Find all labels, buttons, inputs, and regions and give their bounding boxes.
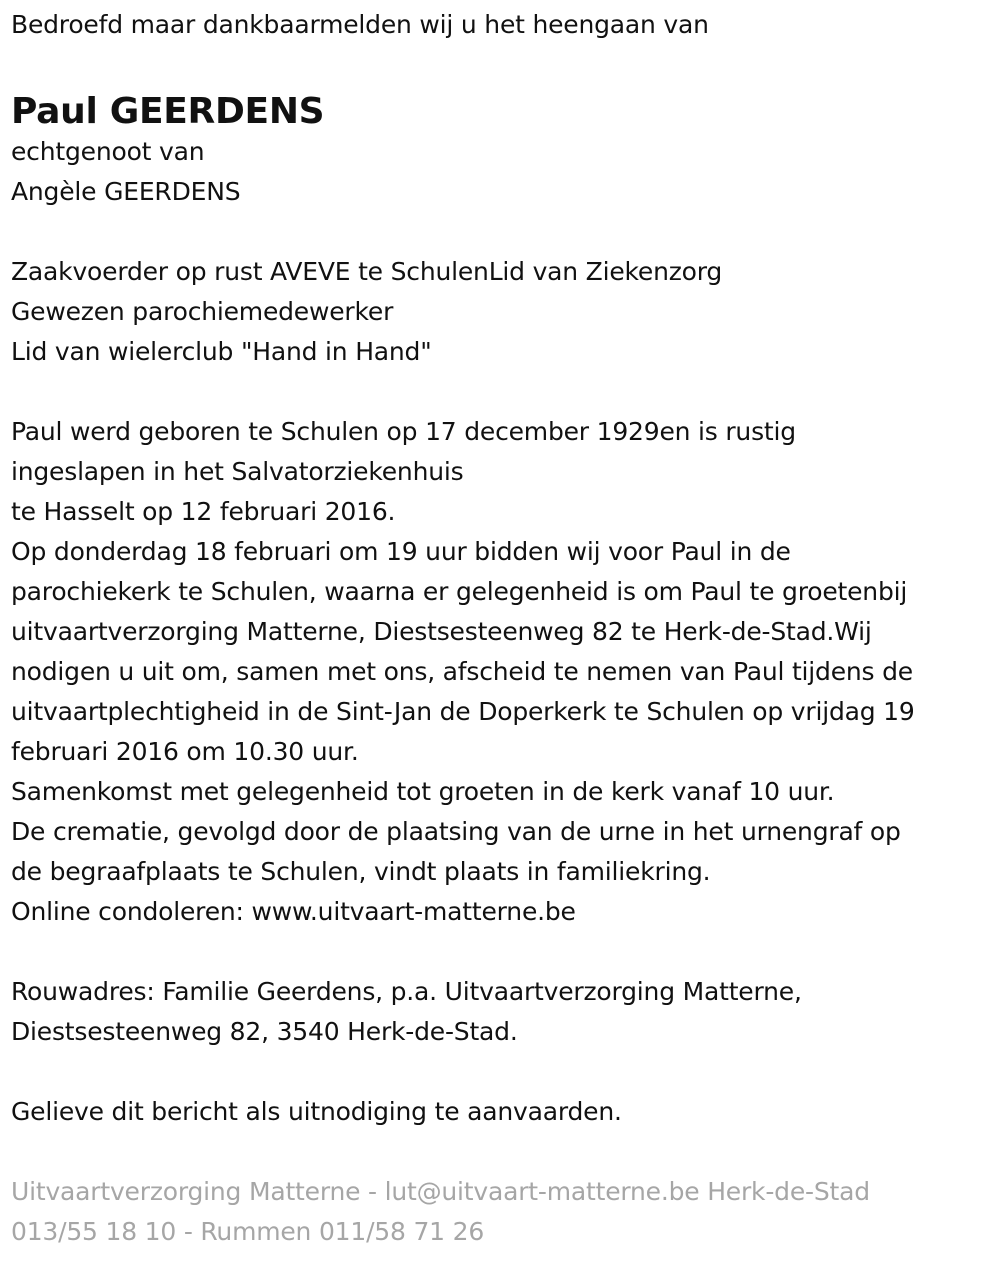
body-line: Paul werd geboren te Schulen op 17 december 1929en is rustig — [11, 417, 796, 446]
spouse-block — [11, 132, 991, 212]
body-line: de begraafplaats te Schulen, vindt plaats in familiekring. — [11, 857, 711, 886]
spacer — [11, 1132, 991, 1172]
closing-text: Gelieve dit bericht als uitnodiging te aanvaarden. — [11, 1097, 622, 1126]
intro-text: Bedroefd maar dankbaarmelden wij u het heengaan van — [11, 10, 709, 39]
online-condolence-line: Online condoleren: www.uitvaart-matterne.be — [11, 897, 576, 926]
death-notice — [11, 0, 991, 1252]
body-line: Samenkomst met gelegenheid tot groeten in de kerk vanaf 10 uur. — [11, 777, 835, 806]
spouse-line: echtgenoot van — [11, 137, 205, 166]
address-block — [11, 972, 991, 1052]
body-line: parochiekerk te Schulen, waarna er gelegenheid is om Paul te groetenbij — [11, 577, 908, 606]
spacer — [11, 1052, 991, 1092]
footer-line: Uitvaartverzorging Matterne - lut@uitvaart-matterne.be Herk-de-Stad — [11, 1177, 870, 1206]
spouse-name: Angèle GEERDENS — [11, 177, 241, 206]
roles-block — [11, 252, 991, 372]
body-line: te Hasselt op 12 februari 2016. — [11, 497, 396, 526]
address-line: Diestsesteenweg 82, 3540 Herk-de-Stad. — [11, 1017, 518, 1046]
funeral-home-footer — [11, 1172, 991, 1252]
footer-line: 013/55 18 10 - Rummen 011/58 71 26 — [11, 1217, 485, 1246]
body-line: uitvaartverzorging Matterne, Diestsesteenweg 82 te Herk-de-Stad.Wij — [11, 617, 872, 646]
body-line: uitvaartplechtigheid in de Sint-Jan de Doperkerk te Schulen op vrijdag 19 — [11, 697, 915, 726]
body-line: februari 2016 om 10.30 uur. — [11, 737, 359, 766]
body-line: Op donderdag 18 februari om 19 uur bidden wij voor Paul in de — [11, 537, 791, 566]
spacer — [11, 932, 991, 972]
spacer — [11, 372, 991, 412]
role-line: Gewezen parochiemedewerker — [11, 297, 394, 326]
spacer — [11, 212, 991, 252]
body-line: ingeslapen in het Salvatorziekenhuis — [11, 457, 464, 486]
address-line: Rouwadres: Familie Geerdens, p.a. Uitvaartverzorging Matterne, — [11, 977, 802, 1006]
body-line: De crematie, gevolgd door de plaatsing van de urne in het urnengraf op — [11, 817, 901, 846]
deceased-name: Paul GEERDENS — [11, 91, 325, 132]
role-line: Lid van wielerclub "Hand in Hand" — [11, 337, 432, 366]
role-line: Zaakvoerder op rust AVEVE te SchulenLid van Ziekenzorg — [11, 257, 723, 286]
body-block — [11, 412, 991, 932]
body-line: nodigen u uit om, samen met ons, afscheid te nemen van Paul tijdens de — [11, 657, 913, 686]
